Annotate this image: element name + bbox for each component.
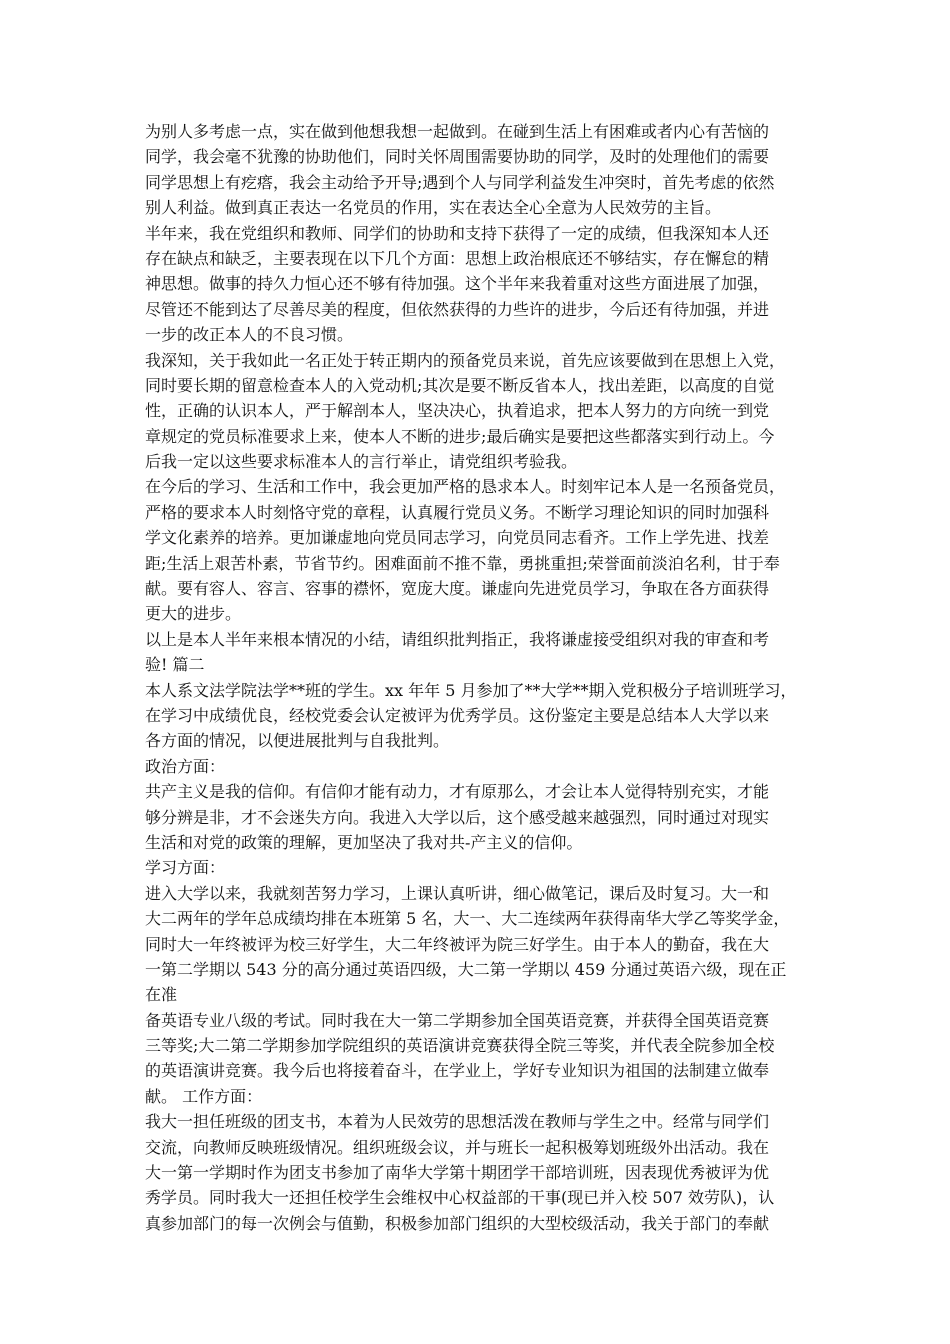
paragraph	[145, 779, 810, 855]
text-line: 尽管还不能到达了尽善尽美的程度，但依然获得的力些许的进步，今后还有待加强，并进	[145, 299, 770, 319]
text-line: 更大的进步。	[145, 604, 242, 624]
text-line: 学习方面：	[145, 858, 226, 878]
text-line: 半年来，我在党组织和教师、同学们的协助和支持下获得了一定的成绩，但我深知本人还	[145, 223, 770, 243]
text-line: 验! 篇二	[145, 655, 205, 675]
text-line: 在准	[145, 985, 178, 1005]
text-line: 严格的要求本人时刻恪守党的章程，认真履行党员义务。不断学习理论知识的同时加强科	[145, 502, 770, 522]
text-line: 在今后的学习、生活和工作中，我会更加严格的恳求本人。时刻牢记本人是一名预备党员，	[145, 477, 786, 497]
text-line: 三等奖;大二第二学期参加学院组织的英语演讲竞赛获得全院三等奖，并代表全院参加全校	[145, 1036, 775, 1056]
text-line: 以上是本人半年来根本情况的小结，请组织批判指正，我将谦虚接受组织对我的审查和考	[145, 629, 770, 649]
text-line: 我深知，关于我如此一名正处于转正期内的预备党员来说，首先应该要做到在思想上入党，	[145, 350, 786, 370]
text-line: 学文化素养的培养。更加谦虚地向党员同志学习，向党员同志看齐。工作上学先进、找差	[145, 528, 770, 548]
text-line: 本人系文法学院法学**班的学生。xx 年年 5 月参加了**大学**期入党积极分子培训班学习，	[145, 680, 797, 700]
text-line: 秀学员。同时我大一还担任校学生会维权中心权益部的干事(现已并入校 507 效劳队)，认	[145, 1188, 775, 1208]
text-line: 同学思想上有疙瘩，我会主动给予开导;遇到个人与同学利益发生冲突时，首先考虑的依然	[145, 172, 775, 192]
text-line: 交流，向教师反映班级情况。组织班级会议，并与班长一起积极筹划班级外出活动。我在	[145, 1137, 770, 1157]
text-line: 大一第一学期时作为团支书参加了南华大学第十期团学干部培训班，因表现优秀被评为优	[145, 1163, 770, 1183]
paragraph	[145, 1109, 810, 1236]
paragraph	[145, 1008, 810, 1110]
text-line: 同学，我会毫不犹豫的协助他们，同时关怀周围需要协助的同学，及时的处理他们的需要	[145, 147, 770, 167]
paragraph	[145, 678, 810, 754]
text-line: 在学习中成绩优良，经校党委会认定被评为优秀学员。这份鉴定主要是总结本人大学以来	[145, 705, 770, 725]
text-line: 性，正确的认识本人，严于解剖本人，坚决决心，执着追求，把本人努力的方向统一到党	[145, 401, 770, 421]
text-line: 为别人多考虑一点，实在做到他想我想一起做到。在碰到生活上有困难或者内心有苦恼的	[145, 122, 770, 141]
text-line: 别人利益。做到真正表达一名党员的作用，实在表达全心全意为人民效劳的主旨。	[145, 198, 722, 218]
text-line: 一第二学期以 543 分的高分通过英语四级，大二第一学期以 459 分通过英语六级，现在正	[145, 959, 787, 979]
text-line: 一步的改正本人的不良习惯。	[145, 325, 354, 345]
text-line: 备英语专业八级的考试。同时我在大一第二学期参加全国英语竞赛，并获得全国英语竞赛	[145, 1010, 770, 1030]
text-line: 生活和对党的政策的理解，更加坚决了我对共-产主义的信仰。	[145, 832, 583, 852]
text-line: 的英语演讲竞赛。我今后也将接着奋斗，在学业上，学好专业知识为祖国的法制建立做奉	[145, 1061, 770, 1081]
text-line: 同时要长期的留意检查本人的入党动机;其次是要不断反省本人，找出差距，以高度的自觉	[145, 375, 775, 395]
document-body	[145, 119, 810, 1236]
paragraph	[145, 855, 810, 880]
text-line: 共产主义是我的信仰。有信仰才能有动力，才有原那么，才会让本人觉得特别充实，才能	[145, 782, 770, 802]
text-line: 同时大一年终被评为校三好学生，大二年终被评为院三好学生。由于本人的勤奋，我在大	[145, 934, 770, 954]
text-line: 神思想。做事的持久力恒心还不够有待加强。这个半年来我着重对这些方面进展了加强，	[145, 274, 770, 294]
text-line: 献。 工作方面：	[145, 1086, 263, 1106]
text-line: 各方面的情况，以便进展批判与自我批判。	[145, 731, 450, 751]
text-line: 大二两年的学年总成绩均排在本班第 5 名，大一、大二连续两年获得南华大学乙等奖学金，	[145, 909, 790, 929]
paragraph	[145, 221, 810, 348]
text-line: 我大一担任班级的团支书，本着为人民效劳的思想活泼在教师与学生之中。经常与同学们	[145, 1112, 770, 1132]
text-line: 章规定的党员标准要求上来，使本人不断的进步;最后确实是要把这些都落实到行动上。今	[145, 426, 775, 446]
text-line: 真参加部门的每一次例会与值勤，积极参加部门组织的大型校级活动，我关于部门的奉献	[145, 1213, 770, 1233]
paragraph	[145, 348, 810, 475]
paragraph	[145, 754, 810, 779]
text-line: 进入大学以来，我就刻苦努力学习，上课认真听讲，细心做笔记，课后及时复习。大一和	[145, 883, 770, 903]
paragraph	[145, 627, 810, 678]
paragraph	[145, 474, 810, 626]
paragraph	[145, 119, 810, 221]
text-line: 距;生活上艰苦朴素，节省节约。困难面前不推不靠，勇挑重担;荣誉面前淡泊名利，甘于奉	[145, 553, 780, 573]
text-line: 政治方面：	[145, 756, 226, 776]
text-line: 存在缺点和缺乏，主要表现在以下几个方面：思想上政治根底还不够结实，存在懈怠的精	[145, 248, 770, 268]
paragraph	[145, 881, 810, 1008]
text-line: 献。要有容人、容言、容事的襟怀，宽庞大度。谦虚向先进党员学习，争取在各方面获得	[145, 579, 770, 599]
text-line: 够分辨是非，才不会迷失方向。我进入大学以后，这个感受越来越强烈，同时通过对现实	[145, 807, 770, 827]
text-line: 后我一定以这些要求标准本人的言行举止，请党组织考验我。	[145, 452, 578, 472]
